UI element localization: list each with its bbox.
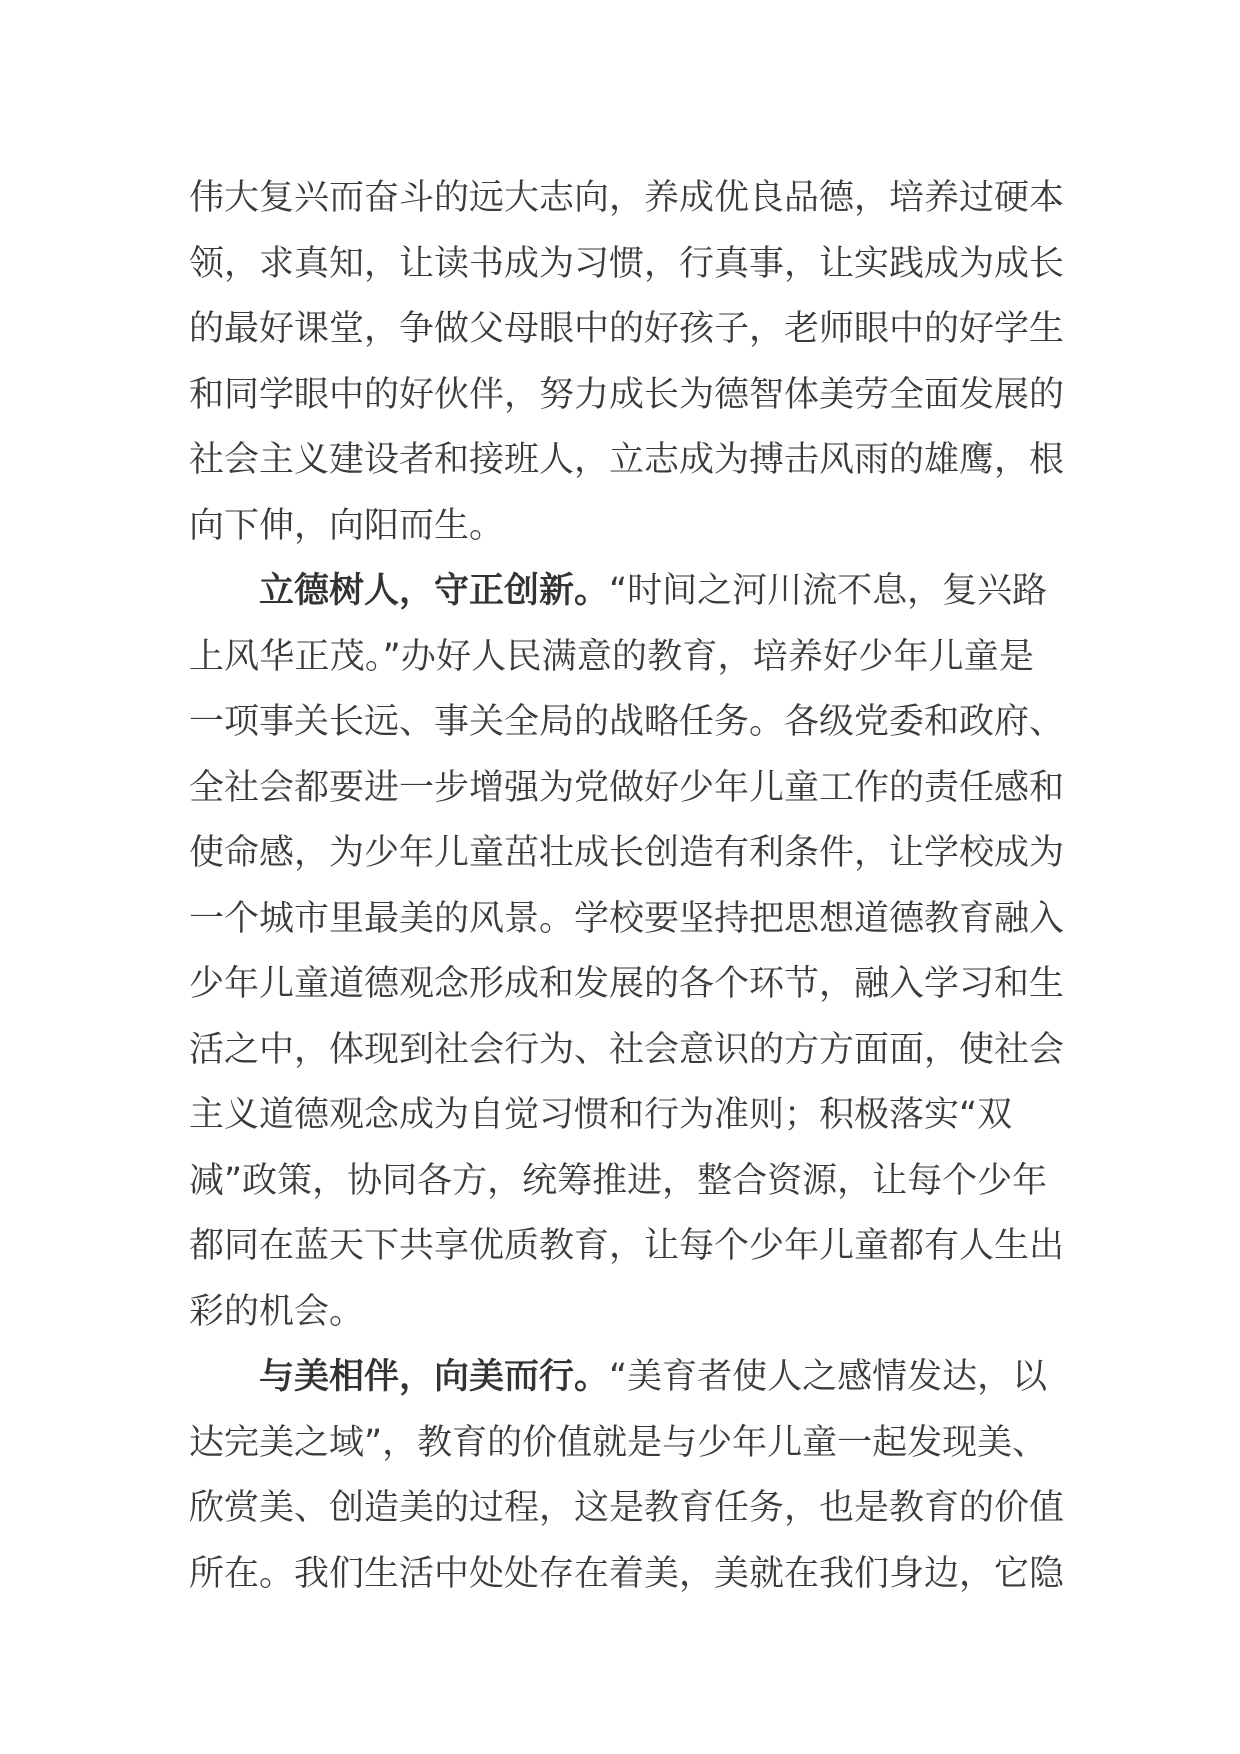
text-line: 一个城市里最美的风景。学校要坚持把思想道德教育融入 (189, 898, 1065, 939)
text-line: 活之中，体现到社会行为、社会意识的方方面面，使社会 (189, 1029, 1065, 1070)
text-line: 和同学眼中的好伙伴，努力成长为德智体美劳全面发展的 (189, 374, 1065, 415)
text-line: 欣赏美、创造美的过程，这是教育任务，也是教育的价值 (189, 1488, 1065, 1528)
text-line: 的最好课堂，争做父母眼中的好孩子，老师眼中的好学生 (189, 309, 1065, 349)
text-fragment: “时间之河川流不息，复兴路 (609, 571, 1048, 611)
paragraph-first-line (189, 559, 1048, 625)
text-line: 上风华正茂。”办好人民满意的教育，培养好少年儿童是 (189, 636, 1034, 677)
text-line: 社会主义建设者和接班人，立志成为搏击风雨的雄鹰，根 (189, 440, 1065, 480)
text-line: 全社会都要进一步增强为党做好少年儿童工作的责任感和 (189, 767, 1065, 808)
text-line: 伟大复兴而奋斗的远大志向，养成优良品德，培养过硬本 (189, 178, 1065, 218)
text-line: 所在。我们生活中处处存在着美，美就在我们身边，它隐 (189, 1553, 1065, 1594)
text-line: 主义道德观念成为自觉习惯和行为准则；积极落实“双 (189, 1095, 1013, 1135)
text-line: 达完美之域”，教育的价值就是与少年儿童一起发现美、 (189, 1422, 1048, 1463)
text-fragment: “美育者使人之感情发达，以 (609, 1357, 1048, 1397)
text-line: 都同在蓝天下共享优质教育，让每个少年儿童都有人生出 (189, 1226, 1065, 1266)
paragraph-heading: 与美相伴，向美而行。 (259, 1357, 610, 1397)
text-line: 减”政策，协同各方，统筹推进，整合资源，让每个少年 (189, 1160, 1048, 1201)
text-line: 向下伸，向阳而生。 (189, 505, 505, 546)
text-line: 少年儿童道德观念形成和发展的各个环节，融入学习和生 (189, 964, 1065, 1004)
text-line: 使命感，为少年儿童茁壮成长创造有利条件，让学校成为 (189, 833, 1065, 873)
text-line: 彩的机会。 (189, 1291, 365, 1332)
text-line: 一项事关长远、事关全局的战略任务。各级党委和政府、 (189, 702, 1065, 742)
paragraph-heading: 立德树人，守正创新。 (259, 571, 610, 611)
paragraph-first-line (189, 1345, 1048, 1411)
document-body (189, 166, 1065, 1607)
text-line: 领，求真知，让读书成为习惯，行真事，让实践成为成长 (189, 243, 1065, 284)
